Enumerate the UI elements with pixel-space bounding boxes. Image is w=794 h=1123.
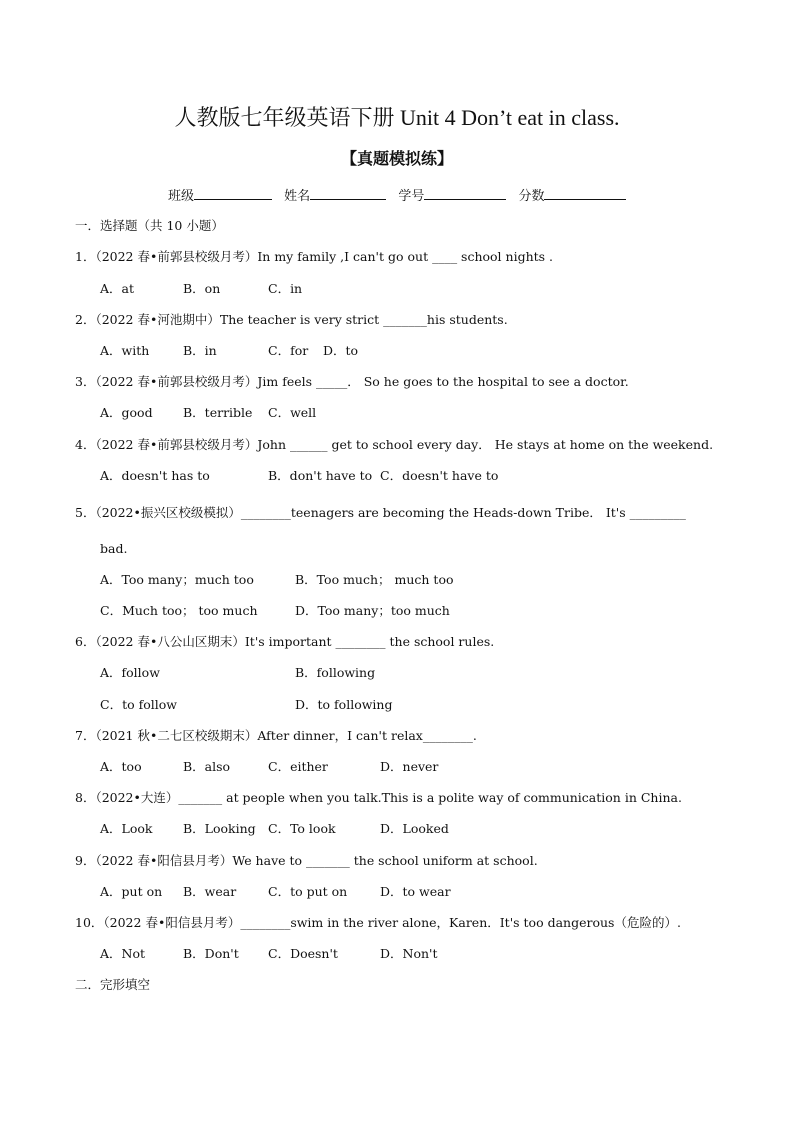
section-2-heading: 二．完形填空 xyxy=(75,977,151,992)
class-label: 班级 xyxy=(168,189,195,204)
page-subtitle: 【真题模拟练】 xyxy=(340,149,453,168)
q8-option-c[interactable]: C．To look xyxy=(268,821,336,836)
question-2: 2．（2022 春•河池期中）The teacher is very strict _______his students. xyxy=(75,312,508,327)
q7-option-a[interactable]: A．too xyxy=(100,759,142,774)
q6-option-d[interactable]: D．to following xyxy=(295,697,393,712)
q8-option-d[interactable]: D．Looked xyxy=(380,821,449,836)
question-9: 9．（2022 春•阳信县月考）We have to _______ the school uniform at school. xyxy=(75,853,538,868)
q7-option-d[interactable]: D．never xyxy=(380,759,439,774)
score-label: 分数 xyxy=(518,189,545,204)
name-blank[interactable] xyxy=(310,185,386,200)
q6-option-a[interactable]: A．follow xyxy=(100,665,160,680)
question-4: 4．（2022 春•前郭县校级月考）John ______ get to school every day． He stays at home on the weekend. xyxy=(75,437,714,452)
q10-option-b[interactable]: B．Don't xyxy=(183,946,239,961)
q6-option-c[interactable]: C．to follow xyxy=(100,697,177,712)
q1-option-a[interactable]: A．at xyxy=(100,281,135,296)
number-label: 学号 xyxy=(398,189,425,204)
q4-option-a[interactable]: A．doesn't has to xyxy=(100,468,210,483)
score-blank[interactable] xyxy=(544,185,626,200)
question-5-continued: bad. xyxy=(100,541,128,556)
q10-option-c[interactable]: C．Doesn't xyxy=(268,946,338,961)
q2-option-c[interactable]: C．for xyxy=(268,343,309,358)
q9-option-c[interactable]: C．to put on xyxy=(268,884,348,899)
q3-option-a[interactable]: A．good xyxy=(100,405,153,420)
q7-option-c[interactable]: C．either xyxy=(268,759,328,774)
q1-option-c[interactable]: C．in xyxy=(268,281,303,296)
q5-option-d[interactable]: D．Too many；too much xyxy=(295,603,450,618)
question-1: 1．（2022 春•前郭县校级月考）In my family ,I can't go out ____ school nights . xyxy=(75,249,554,264)
q2-option-b[interactable]: B．in xyxy=(183,343,217,358)
q10-option-d[interactable]: D．Non't xyxy=(380,946,438,961)
q6-option-b[interactable]: B．following xyxy=(295,665,376,680)
q9-option-a[interactable]: A．put on xyxy=(100,884,163,899)
page-title: 人教版七年级英语下册 Unit 4 Don’t eat in class. xyxy=(174,105,620,130)
question-7: 7．（2021 秋•二七区校级期末）After dinner，I can't relax________. xyxy=(75,728,477,743)
name-label: 姓名 xyxy=(284,189,311,204)
section-1-heading: 一．选择题（共 10 小题） xyxy=(75,218,224,233)
q1-option-b[interactable]: B．on xyxy=(183,281,221,296)
question-3: 3．（2022 春•前郭县校级月考）Jim feels _____． So he goes to the hospital to see a doctor. xyxy=(75,374,629,389)
q8-option-a[interactable]: A．Look xyxy=(100,821,153,836)
q2-option-d[interactable]: D．to xyxy=(323,343,359,358)
q3-option-c[interactable]: C．well xyxy=(268,405,317,420)
q5-option-c[interactable]: C．Much too； too much xyxy=(100,603,258,618)
q9-option-d[interactable]: D．to wear xyxy=(380,884,451,899)
q7-option-b[interactable]: B．also xyxy=(183,759,231,774)
q10-option-a[interactable]: A．Not xyxy=(100,946,146,961)
q5-option-b[interactable]: B．Too much； much too xyxy=(295,572,454,587)
q4-option-c[interactable]: C．doesn't have to xyxy=(380,468,499,483)
number-blank[interactable] xyxy=(424,185,506,200)
question-8: 8．（2022•大连）_______ at people when you talk.This is a polite way of communication in China. xyxy=(75,790,682,805)
q9-option-b[interactable]: B．wear xyxy=(183,884,237,899)
q4-option-b[interactable]: B．don't have to xyxy=(268,468,373,483)
class-blank[interactable] xyxy=(194,185,272,200)
student-info-line xyxy=(168,185,634,207)
q2-option-a[interactable]: A．with xyxy=(100,343,150,358)
question-5: 5．（2022•振兴区校级模拟）________teenagers are becoming the Heads-down Tribe． It's _________ xyxy=(75,505,686,520)
q8-option-b[interactable]: B．Looking xyxy=(183,821,256,836)
q5-option-a[interactable]: A．Too many；much too xyxy=(100,572,254,587)
question-10: 10．（2022 春•阳信县月考）________swim in the river alone，Karen．It's too dangerous（危险的）. xyxy=(75,915,681,930)
q3-option-b[interactable]: B．terrible xyxy=(183,405,253,420)
question-6: 6．（2022 春•八公山区期末）It's important ________ the school rules. xyxy=(75,634,495,649)
